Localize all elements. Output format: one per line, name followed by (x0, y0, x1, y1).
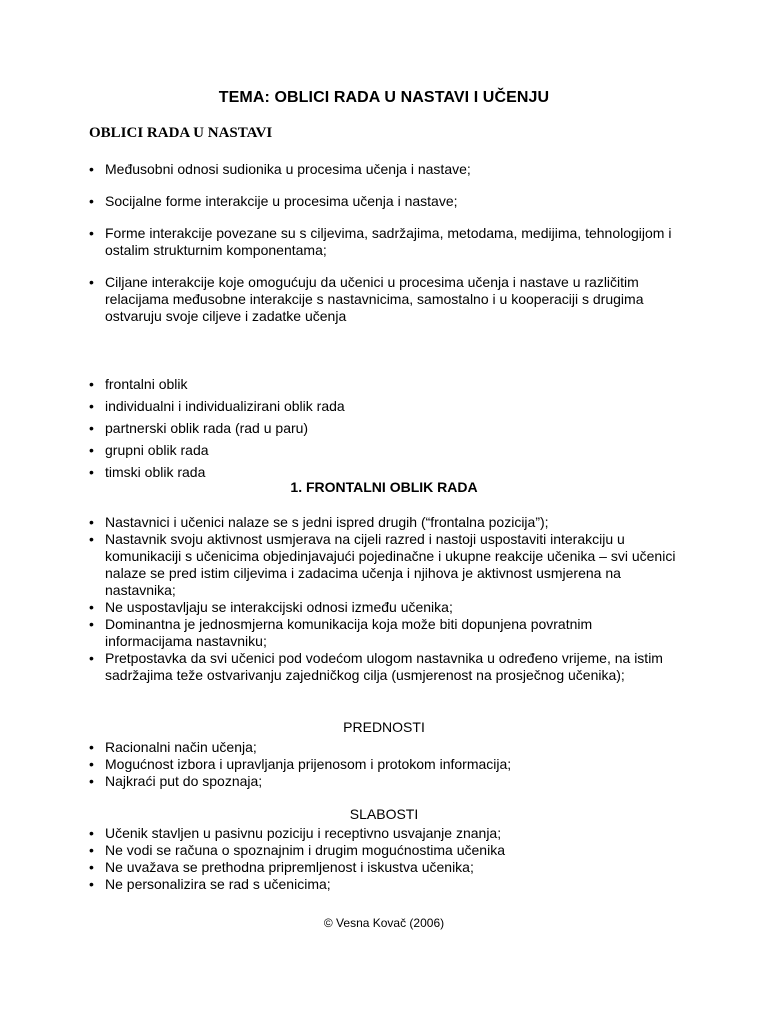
list-item: • partnerski oblik rada (rad u paru) (89, 417, 489, 439)
section-heading: OBLICI RADA U NASTAVI (89, 125, 273, 141)
list-item: • Nastavnici i učenici nalaze se s jedni ispred drugih (“frontalna pozicija”); (89, 514, 679, 531)
list-item: • Pretpostavka da svi učenici pod vodećom ulogom nastavnika u određeno vrijeme, na istim sadržajima teže ostvarivanju zajedničkog cilja (usmjerenost na prosječnog učenika); (89, 650, 679, 684)
list-item: • Ciljane interakcije koje omogućuju da učenici u procesima učenja i nastave u različitim relacijama međusobne interakcije s nastavnicima, samostalno i u kooperaciji s drugima ostvaruju svoje ciljeve i zadatke učenja (89, 274, 689, 325)
list-item: • frontalni oblik (89, 373, 489, 395)
page-title: TEMA: OBLICI RADA U NASTAVI I UČENJU (218, 89, 550, 106)
list-item: • Ne personalizira se rad s učenicima; (89, 876, 679, 893)
list-item: • Najkraći put do spoznaja; (89, 773, 679, 790)
list-item: • Ne uspostavljaju se interakcijski odnosi između učenika; (89, 599, 679, 616)
copyright-footer: © Vesna Kovač (2006) (323, 916, 445, 930)
forms-list (89, 373, 489, 483)
list-item: • Učenik stavljen u pasivnu poziciju i receptivno usvajanje znanja; (89, 825, 679, 842)
cons-heading: SLABOSTI (349, 806, 419, 822)
list-item: • individualni i individualizirani oblik rada (89, 395, 489, 417)
list-item: • grupni oblik rada (89, 439, 489, 461)
list-item: • Međusobni odnosi sudionika u procesima učenja i nastave; (89, 161, 689, 178)
list-item: • Racionalni način učenja; (89, 739, 679, 756)
list-item: • Dominantna je jednosmjerna komunikacija koja može biti dopunjena povratnim informacijama nastavniku; (89, 616, 679, 650)
list-item: • timski oblik rada (89, 461, 489, 483)
frontal-heading: 1. FRONTALNI OBLIK RADA (290, 479, 478, 495)
pros-list (89, 739, 679, 790)
list-item: • Ne uvažava se prethodna pripremljenost i iskustva učenika; (89, 859, 679, 876)
cons-list (89, 825, 679, 893)
intro-list (89, 161, 689, 340)
frontal-list (89, 514, 679, 684)
list-item: • Socijalne forme interakcije u procesima učenja i nastave; (89, 193, 689, 210)
list-item: • Mogućnost izbora i upravljanja prijenosom i protokom informacija; (89, 756, 679, 773)
list-item: • Ne vodi se računa o spoznajnim i drugim mogućnostima učenika (89, 842, 679, 859)
list-item: • Nastavnik svoju aktivnost usmjerava na cijeli razred i nastoji uspostaviti interakciju u komunikaciji s učenicima objedinjavajući pojedinačne i ukupne reakcije učenika – svi učenici nalaze se pred istim ciljevima i zadacima učenja i njihova je aktivnost usmjerena na nastavnika; (89, 531, 679, 599)
pros-heading: PREDNOSTI (343, 719, 425, 735)
list-item: • Forme interakcije povezane su s ciljevima, sadržajima, metodama, medijima, tehnologijom i ostalim strukturnim komponentama; (89, 225, 689, 259)
